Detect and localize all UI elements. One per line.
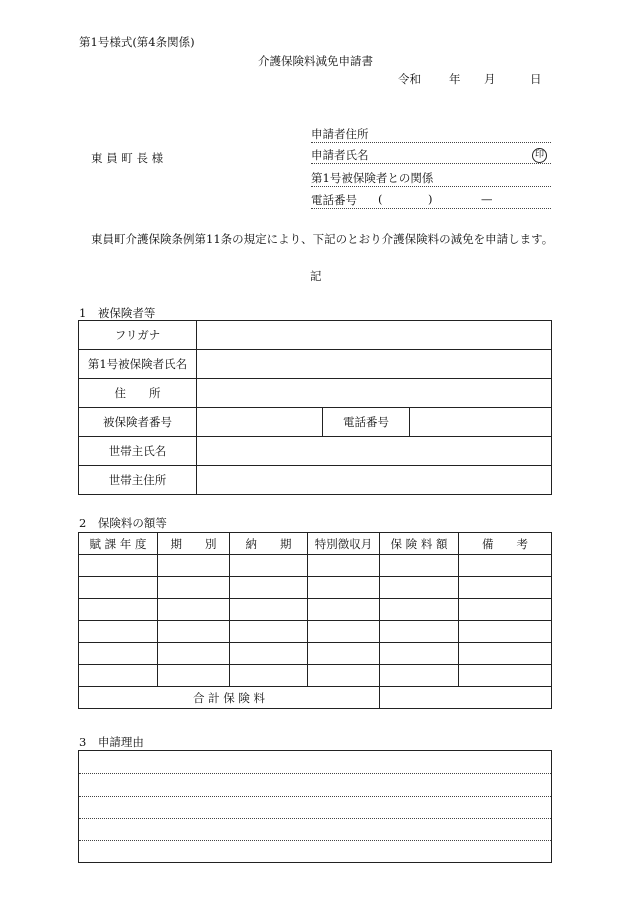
section3-heading: 3 申請理由 xyxy=(79,735,144,749)
table-cell[interactable] xyxy=(158,599,230,621)
table-cell[interactable] xyxy=(308,577,380,599)
insured-address-input[interactable] xyxy=(197,379,552,408)
table-cell[interactable] xyxy=(459,577,552,599)
table-cell[interactable] xyxy=(230,555,308,577)
table-cell[interactable] xyxy=(79,577,158,599)
date-era: 令和 xyxy=(398,72,421,86)
reason-line xyxy=(79,796,551,797)
table-cell[interactable] xyxy=(79,643,158,665)
date-day: 日 xyxy=(530,72,542,86)
phone-dash: — xyxy=(481,192,493,206)
table-cell[interactable] xyxy=(308,621,380,643)
table-cell[interactable] xyxy=(158,621,230,643)
col-header-due-date: 納 期 xyxy=(230,533,308,555)
table-cell[interactable] xyxy=(380,621,459,643)
applicant-address-field[interactable] xyxy=(311,126,551,143)
table-cell[interactable] xyxy=(308,643,380,665)
insured-name-label: 第1号被保険者氏名 xyxy=(79,350,197,379)
phone-paren-open: ( xyxy=(378,192,383,206)
table-row xyxy=(79,555,552,577)
insured-table xyxy=(78,320,552,495)
section2-heading: 2 保険料の額等 xyxy=(79,516,167,530)
table-cell[interactable] xyxy=(380,555,459,577)
reason-line xyxy=(79,818,551,819)
householder-address-input[interactable] xyxy=(197,466,552,495)
table-cell[interactable] xyxy=(308,665,380,687)
furigana-input[interactable] xyxy=(197,321,552,350)
table-cell[interactable] xyxy=(459,621,552,643)
applicant-name-field[interactable] xyxy=(311,147,551,164)
table-cell[interactable] xyxy=(79,555,158,577)
table-cell[interactable] xyxy=(380,643,459,665)
table-row xyxy=(79,577,552,599)
table-cell[interactable] xyxy=(230,577,308,599)
table-cell[interactable] xyxy=(459,555,552,577)
table-cell[interactable] xyxy=(79,621,158,643)
col-header-special-month: 特別徴収月 xyxy=(308,533,380,555)
total-row xyxy=(79,687,552,709)
householder-address-label: 世帯主住所 xyxy=(79,466,197,495)
table-cell[interactable] xyxy=(459,665,552,687)
col-header-premium-amount: 保 険 料 額 xyxy=(380,533,459,555)
householder-name-input[interactable] xyxy=(197,437,552,466)
addressee: 東 員 町 長 様 xyxy=(91,151,164,165)
ki-mark: 記 xyxy=(310,269,322,283)
table-cell[interactable] xyxy=(230,665,308,687)
insured-phone-label: 電話番号 xyxy=(323,408,410,437)
table-row xyxy=(79,643,552,665)
insured-number-label: 被保険者番号 xyxy=(79,408,197,437)
householder-name-label: 世帯主氏名 xyxy=(79,437,197,466)
table-cell[interactable] xyxy=(158,643,230,665)
table-cell[interactable] xyxy=(158,577,230,599)
table-row xyxy=(79,621,552,643)
date-year: 年 xyxy=(449,72,461,86)
reason-box[interactable] xyxy=(78,750,552,863)
date-month: 月 xyxy=(484,72,496,86)
table-cell[interactable] xyxy=(380,577,459,599)
reason-line xyxy=(79,840,551,841)
col-header-fiscal-year: 賦 課 年 度 xyxy=(79,533,158,555)
applicant-phone-field[interactable] xyxy=(311,192,551,209)
document-title: 介護保険料減免申請書 xyxy=(258,54,373,68)
insured-name-input[interactable] xyxy=(197,350,552,379)
total-premium-label: 合 計 保 険 料 xyxy=(79,687,380,709)
table-cell[interactable] xyxy=(459,599,552,621)
table-cell[interactable] xyxy=(230,643,308,665)
table-cell[interactable] xyxy=(230,599,308,621)
relation-field[interactable] xyxy=(311,170,551,187)
table-cell[interactable] xyxy=(308,599,380,621)
insured-phone-input[interactable] xyxy=(410,408,552,437)
statement: 東員町介護保険条例第11条の規定により、下記のとおり介護保険料の減免を申請します。 xyxy=(91,232,554,246)
table-cell[interactable] xyxy=(158,665,230,687)
insured-number-input[interactable] xyxy=(197,408,323,437)
table-cell[interactable] xyxy=(380,599,459,621)
total-premium-input[interactable] xyxy=(380,687,552,709)
premium-table xyxy=(78,532,552,709)
applicant-phone-label: 電話番号 xyxy=(311,193,357,207)
furigana-label: フリガナ xyxy=(79,321,197,350)
table-cell[interactable] xyxy=(79,665,158,687)
table-row xyxy=(79,665,552,687)
table-cell[interactable] xyxy=(459,643,552,665)
phone-paren-close: ) xyxy=(428,192,433,206)
table-row xyxy=(79,599,552,621)
table-cell[interactable] xyxy=(79,599,158,621)
col-header-remarks: 備 考 xyxy=(459,533,552,555)
form-number: 第1号様式(第4条関係) xyxy=(79,35,195,49)
table-cell[interactable] xyxy=(380,665,459,687)
table-cell[interactable] xyxy=(230,621,308,643)
col-header-period: 期 別 xyxy=(158,533,230,555)
table-cell[interactable] xyxy=(158,555,230,577)
section1-heading: 1 被保険者等 xyxy=(79,306,156,320)
applicant-address-label: 申請者住所 xyxy=(311,127,369,141)
relation-label: 第1号被保険者との関係 xyxy=(311,171,434,185)
seal-mark: 印 xyxy=(532,148,547,163)
applicant-name-label: 申請者氏名 xyxy=(311,148,369,162)
reason-line xyxy=(79,773,551,774)
table-cell[interactable] xyxy=(308,555,380,577)
insured-address-label: 住 所 xyxy=(79,379,197,408)
